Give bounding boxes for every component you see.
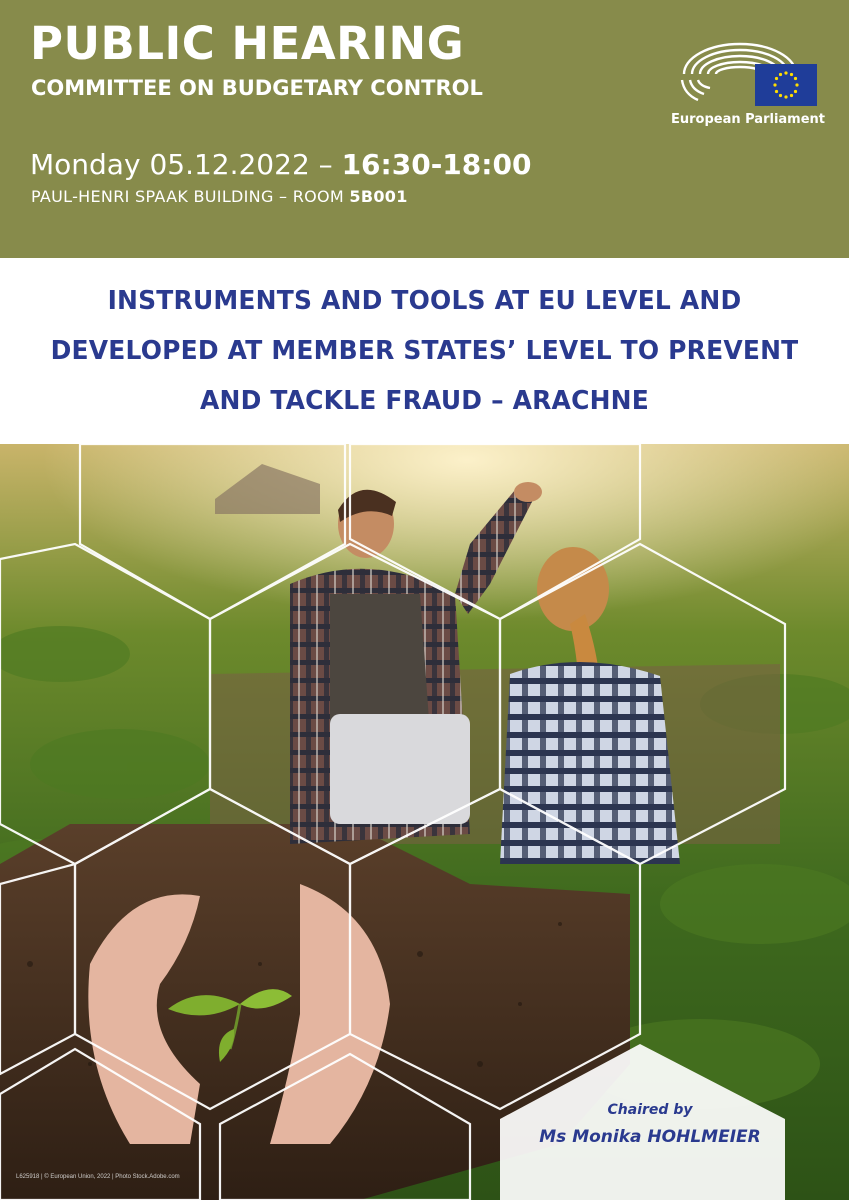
european-parliament-label: European Parliament (670, 112, 826, 127)
chaired-by-label: Chaired by (607, 1102, 693, 1118)
topic-line-2: DEVELOPED AT MEMBER STATES’ LEVEL TO PREVENT (50, 336, 799, 366)
photo-credit: L625918 | © European Union, 2022 | Photo Stock.Adobe.com (16, 1174, 180, 1180)
header-band (0, 0, 849, 258)
chair-info (500, 1075, 800, 1200)
venue-room: 5B001 (349, 187, 408, 206)
event-date-text: Monday 05.12.2022 – (30, 148, 342, 181)
committee-name: COMMITTEE ON BUDGETARY CONTROL (31, 76, 483, 100)
european-parliament-logo-icon (676, 30, 821, 110)
hearing-topic (0, 258, 849, 444)
topic-line-3: AND TACKLE FRAUD – ARACHNE (199, 386, 649, 416)
event-date (30, 148, 531, 182)
event-venue (31, 186, 408, 208)
event-title: PUBLIC HEARING (30, 17, 465, 70)
event-time: 16:30-18:00 (341, 148, 532, 181)
chair-name: Ms Monika HOHLMEIER (539, 1127, 761, 1147)
venue-building: PAUL-HENRI SPAAK BUILDING – ROOM (31, 187, 350, 206)
topic-line-1: INSTRUMENTS AND TOOLS AT EU LEVEL AND (107, 286, 742, 316)
